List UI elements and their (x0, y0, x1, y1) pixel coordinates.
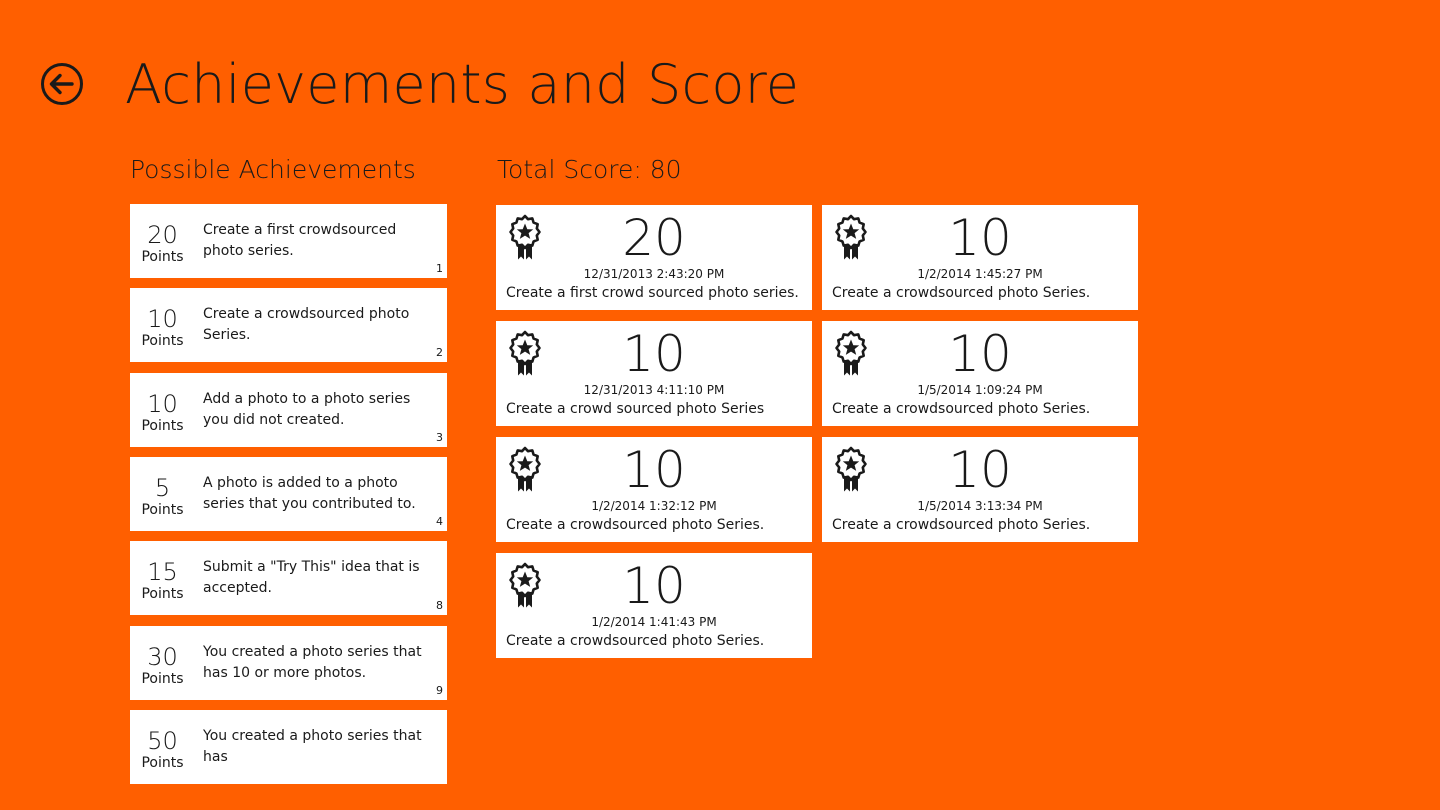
earned-achievement-card[interactable] (822, 437, 1138, 542)
achievement-points: 30 (147, 643, 178, 671)
achievement-points-label: Points (141, 418, 184, 434)
page-title: Achievements and Score (125, 53, 800, 116)
earned-points: 10 (948, 209, 1012, 267)
earned-date: 1/2/2014 1:32:12 PM (591, 499, 717, 513)
possible-achievements-list[interactable] (130, 204, 448, 771)
earned-description: Create a crowdsourced photo Series. (832, 517, 1091, 533)
possible-achievement-item[interactable] (130, 626, 447, 700)
earned-points: 10 (622, 441, 686, 499)
possible-achievement-item[interactable] (130, 204, 447, 278)
back-button[interactable] (40, 62, 84, 106)
achievement-id: 1 (436, 262, 443, 275)
achievement-id: 2 (436, 346, 443, 359)
earned-achievement-card[interactable] (496, 553, 812, 658)
achievement-points-label: Points (141, 502, 184, 518)
achievement-id: 8 (436, 599, 443, 612)
earned-points: 10 (948, 441, 1012, 499)
achievement-description: Create a first crowdsourced photo series. (203, 222, 397, 259)
earned-date: 1/2/2014 1:45:27 PM (917, 267, 1043, 281)
achievement-points: 5 (154, 474, 171, 502)
achievement-points-label: Points (141, 586, 184, 602)
total-score-heading: Total Score: 80 (497, 155, 682, 184)
earned-date: 1/5/2014 1:09:24 PM (917, 383, 1043, 397)
earned-date: 12/31/2013 2:43:20 PM (583, 267, 725, 281)
earned-points: 20 (622, 209, 686, 267)
achievement-description: You created a photo series that has 10 or more photos. (203, 644, 422, 681)
achievement-points-label: Points (141, 333, 184, 349)
achievement-points: 20 (147, 221, 178, 249)
earned-points: 10 (622, 325, 686, 383)
achievement-points-label: Points (141, 755, 184, 771)
earned-achievement-card[interactable] (496, 437, 812, 542)
possible-achievement-item[interactable] (130, 373, 447, 447)
earned-description: Create a crowdsourced photo Series. (506, 517, 765, 533)
achievement-description: Submit a "Try This" idea that is accepted. (203, 559, 420, 596)
possible-achievement-item[interactable] (130, 457, 447, 531)
achievement-id: 3 (436, 431, 443, 444)
possible-achievement-item[interactable] (130, 710, 447, 784)
achievement-id: 9 (436, 684, 443, 697)
earned-date: 1/5/2014 3:13:34 PM (917, 499, 1043, 513)
earned-description: Create a crowdsourced photo Series. (832, 401, 1091, 417)
earned-achievement-card[interactable] (496, 321, 812, 426)
possible-achievement-item[interactable] (130, 288, 447, 362)
achievement-description: Create a crowdsourced photo Series. (203, 306, 410, 343)
earned-description: Create a crowdsourced photo Series. (506, 633, 765, 649)
earned-description: Create a crowd sourced photo Series (506, 401, 765, 417)
back-arrow-circle-icon (40, 62, 84, 106)
earned-date: 1/2/2014 1:41:43 PM (591, 615, 717, 629)
earned-achievement-card[interactable] (496, 205, 812, 310)
achievement-points: 50 (147, 727, 178, 755)
earned-points: 10 (948, 325, 1012, 383)
achievement-description: You created a photo series that has (203, 728, 422, 765)
earned-description: Create a crowdsourced photo Series. (832, 285, 1091, 301)
earned-achievement-card[interactable] (822, 321, 1138, 426)
possible-achievements-heading: Possible Achievements (130, 155, 416, 184)
achievement-description: Add a photo to a photo series you did not created. (203, 391, 411, 428)
earned-date: 12/31/2013 4:11:10 PM (583, 383, 725, 397)
earned-points: 10 (622, 557, 686, 615)
achievement-points: 10 (147, 305, 178, 333)
achievement-points-label: Points (141, 249, 184, 265)
achievement-points-label: Points (141, 671, 184, 687)
earned-description: Create a first crowd sourced photo series. (506, 285, 799, 301)
achievement-description: A photo is added to a photo series that you contributed to. (203, 475, 416, 512)
achievement-id: 4 (436, 515, 443, 528)
earned-achievement-card[interactable] (822, 205, 1138, 310)
achievement-points: 15 (147, 558, 178, 586)
possible-achievement-item[interactable] (130, 541, 447, 615)
achievement-points: 10 (147, 390, 178, 418)
